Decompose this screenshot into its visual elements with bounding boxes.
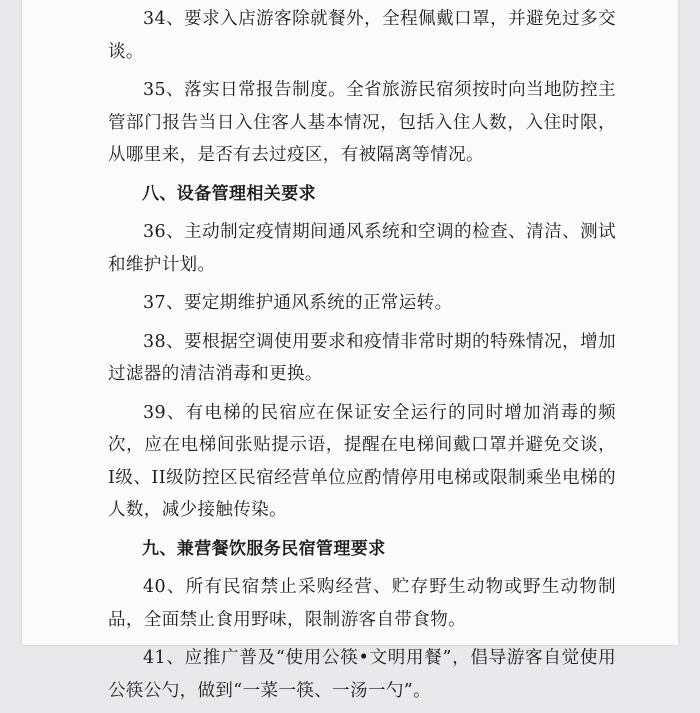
paragraph-41: 41、应推广普及“使用公筷•文明用餐”，倡导游客自觉使用公筷公勺，做到“一菜一筷、一汤一勺”。 (108, 648, 616, 701)
paragraph-35: 35、落实日常报告制度。全省旅游民宿须按时向当地防控主管部门报告当日入住客人基本情况，包括入住人数，入住时限，从哪里来，是否有去过疫区，有被隔离等情况。 (108, 80, 616, 165)
paragraph-37: 37、要定期维护通风系统的正常运转。 (143, 293, 453, 313)
paragraph-34: 34、要求入店游客除就餐外，全程佩戴口罩，并避免过多交谈。 (108, 9, 616, 62)
document-page (22, 0, 678, 701)
paragraph-39: 39、有电梯的民宿应在保证安全运行的同时增加消毒的频次，应在电梯间张贴提示语，提醒在电梯间戴口罩并避免交谈，I级、II级防控区民宿经营单位应酌情停用电梯或限制乘坐电梯的人数，减少接触传染。 (108, 402, 616, 520)
section-heading-catering: 九、兼营餐饮服务民宿管理要求 (142, 538, 386, 559)
paragraph-40: 40、所有民宿禁止采购经营、贮存野生动物或野生动物制品，全面禁止食用野味，限制游客自带食物。 (108, 577, 616, 630)
section-heading-equipment: 八、设备管理相关要求 (142, 183, 316, 204)
paragraph-38: 38、要根据空调使用要求和疫情非常时期的特殊情况，增加过滤器的清洁消毒和更换。 (108, 331, 616, 384)
paragraph-36: 36、主动制定疫情期间通风系统和空调的检查、清洁、测试和维护计划。 (108, 222, 616, 275)
document-body (108, 3, 616, 713)
